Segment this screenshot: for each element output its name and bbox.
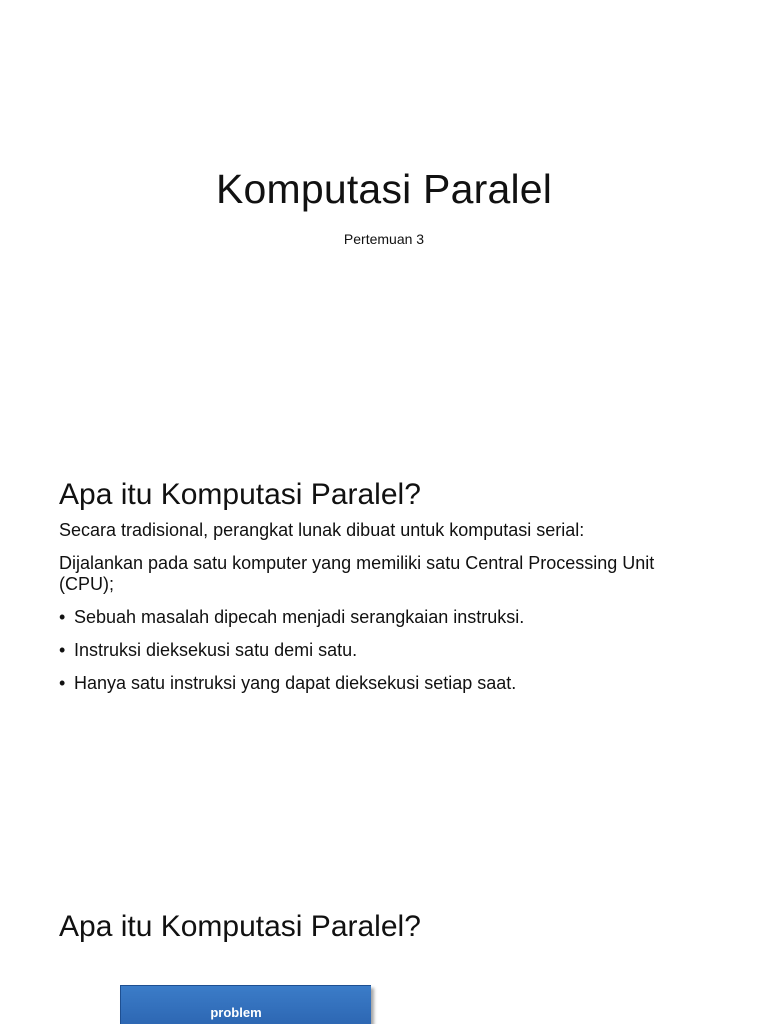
- paragraph: Dijalankan pada satu komputer yang memiliki satu Central Processing Unit (CPU);: [59, 553, 655, 594]
- diagram-slide: [0, 880, 768, 1024]
- slide-heading: Apa itu Komputasi Paralel?: [59, 910, 421, 943]
- title-slide: [0, 0, 768, 432]
- problem-label: problem: [210, 1005, 262, 1020]
- bullet-item: [59, 673, 709, 694]
- bullet-list: [59, 607, 709, 694]
- slide-body: [59, 520, 709, 706]
- bullet-item: [59, 607, 709, 628]
- bullet-text: Instruksi dieksekusi satu demi satu.: [74, 640, 358, 660]
- slide-heading: Apa itu Komputasi Paralel?: [59, 478, 421, 511]
- presentation-subtitle: Pertemuan 3: [343, 231, 425, 247]
- bullet-item: [59, 640, 709, 661]
- paragraph: Secara tradisional, perangkat lunak dibuat untuk komputasi serial:: [59, 520, 585, 540]
- presentation-title: Komputasi Paralel: [215, 166, 553, 212]
- bullet-icon: •: [59, 607, 66, 627]
- bullet-icon: •: [59, 640, 66, 660]
- bullet-text: Sebuah masalah dipecah menjadi serangkaian instruksi.: [74, 607, 525, 627]
- problem-box: [120, 985, 371, 1024]
- bullet-text: Hanya satu instruksi yang dapat dieksekusi setiap saat.: [74, 673, 517, 693]
- content-slide: [0, 440, 768, 872]
- bullet-icon: •: [59, 673, 66, 693]
